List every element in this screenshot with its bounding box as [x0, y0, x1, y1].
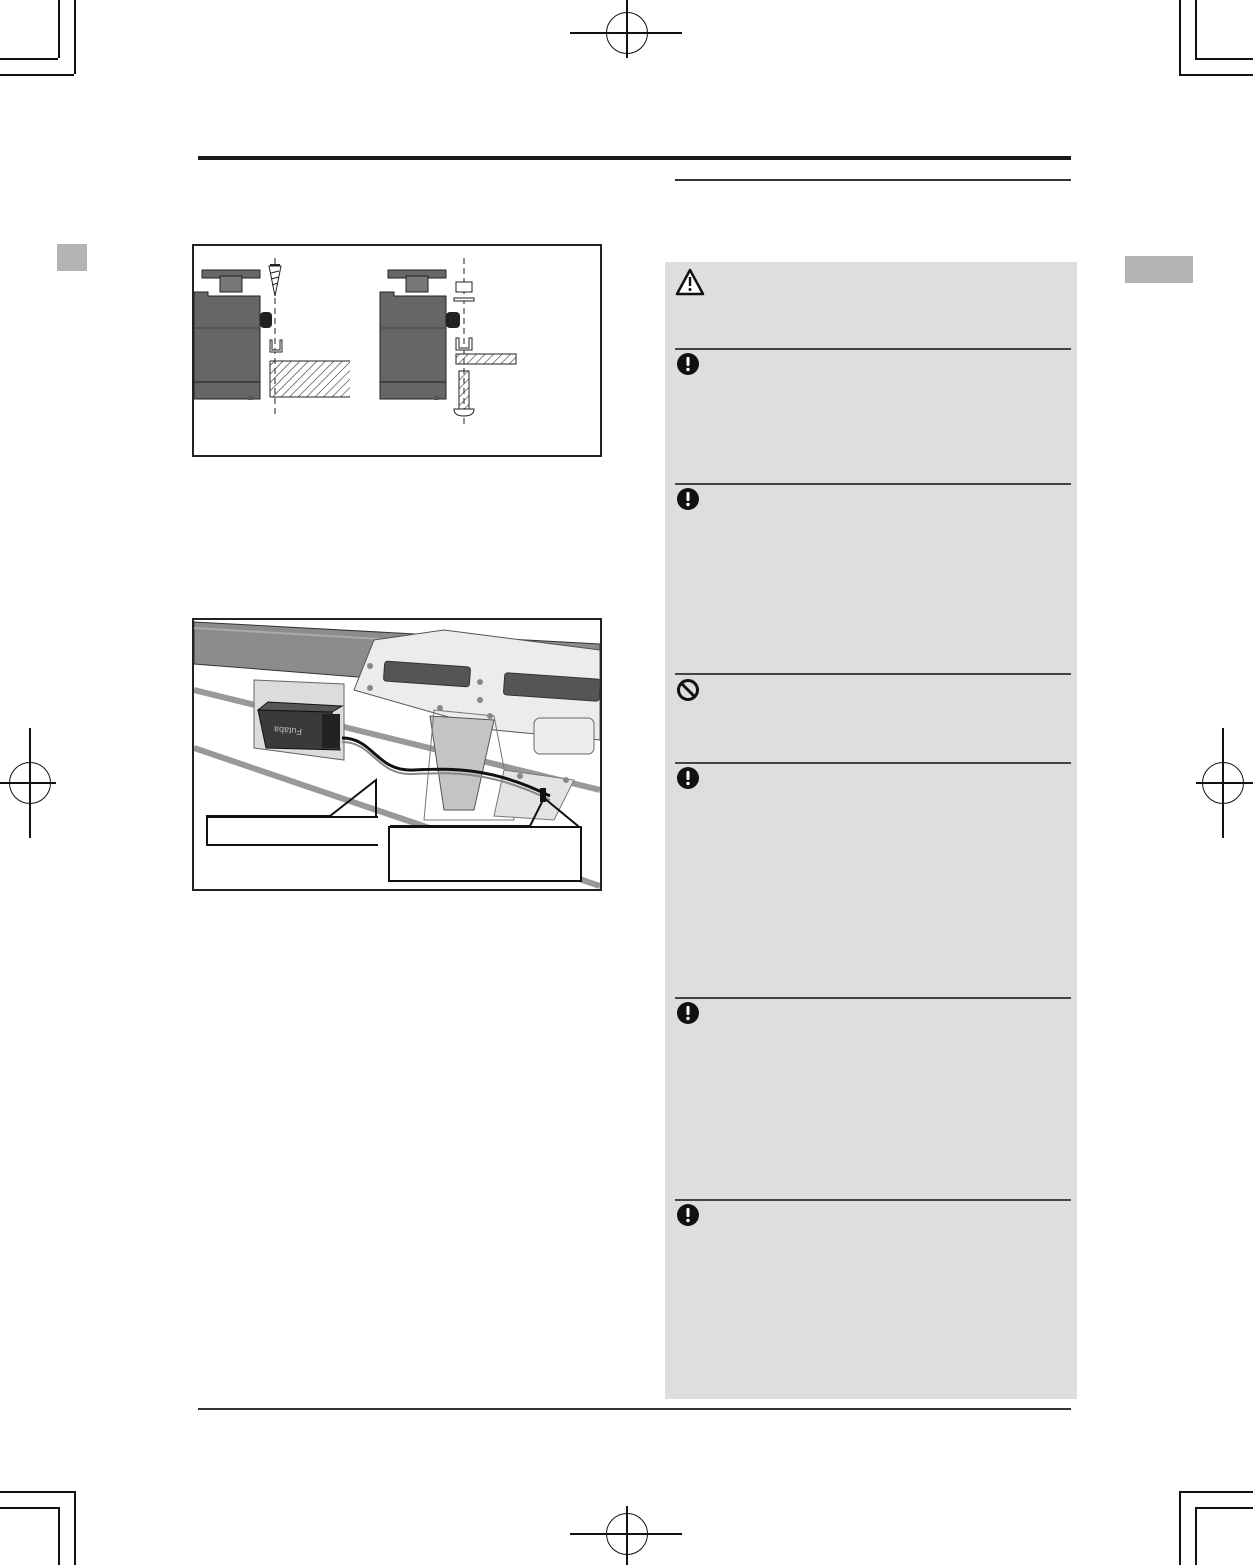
callout-box-right: [388, 826, 582, 882]
footer-rule: [198, 1408, 1071, 1410]
warning-row-divider: [675, 997, 1071, 999]
callout-box-left: [206, 816, 378, 846]
section-tab-left: [57, 244, 87, 271]
mandatory-exclamation-icon: [676, 1203, 700, 1227]
svg-text:Futaba: Futaba: [273, 724, 303, 737]
warning-row-divider: [675, 1199, 1071, 1201]
servo-mounting-figure: [192, 244, 602, 457]
servo-mounting-drawing: [194, 246, 600, 455]
warning-row-divider: [675, 483, 1071, 485]
mandatory-exclamation-icon: [676, 352, 700, 376]
warning-panel: [665, 262, 1077, 1399]
column-rule: [675, 179, 1071, 181]
servo-wiring-figure: [192, 618, 602, 891]
warning-row-divider: [675, 673, 1071, 675]
warning-row-divider: [675, 762, 1071, 764]
mandatory-exclamation-icon: [676, 1001, 700, 1025]
prohibited-circle-icon: [676, 678, 700, 702]
section-tab-right: [1125, 256, 1193, 283]
warning-triangle-icon: [675, 268, 705, 296]
header-rule: [198, 156, 1071, 160]
mandatory-exclamation-icon: [676, 766, 700, 790]
mandatory-exclamation-icon: [676, 487, 700, 511]
servo-with-wood-screw-icon: [194, 258, 350, 418]
warning-row-divider: [675, 348, 1071, 350]
servo-icon: [258, 702, 342, 750]
servo-with-bolt-and-nut-icon: [380, 258, 516, 424]
